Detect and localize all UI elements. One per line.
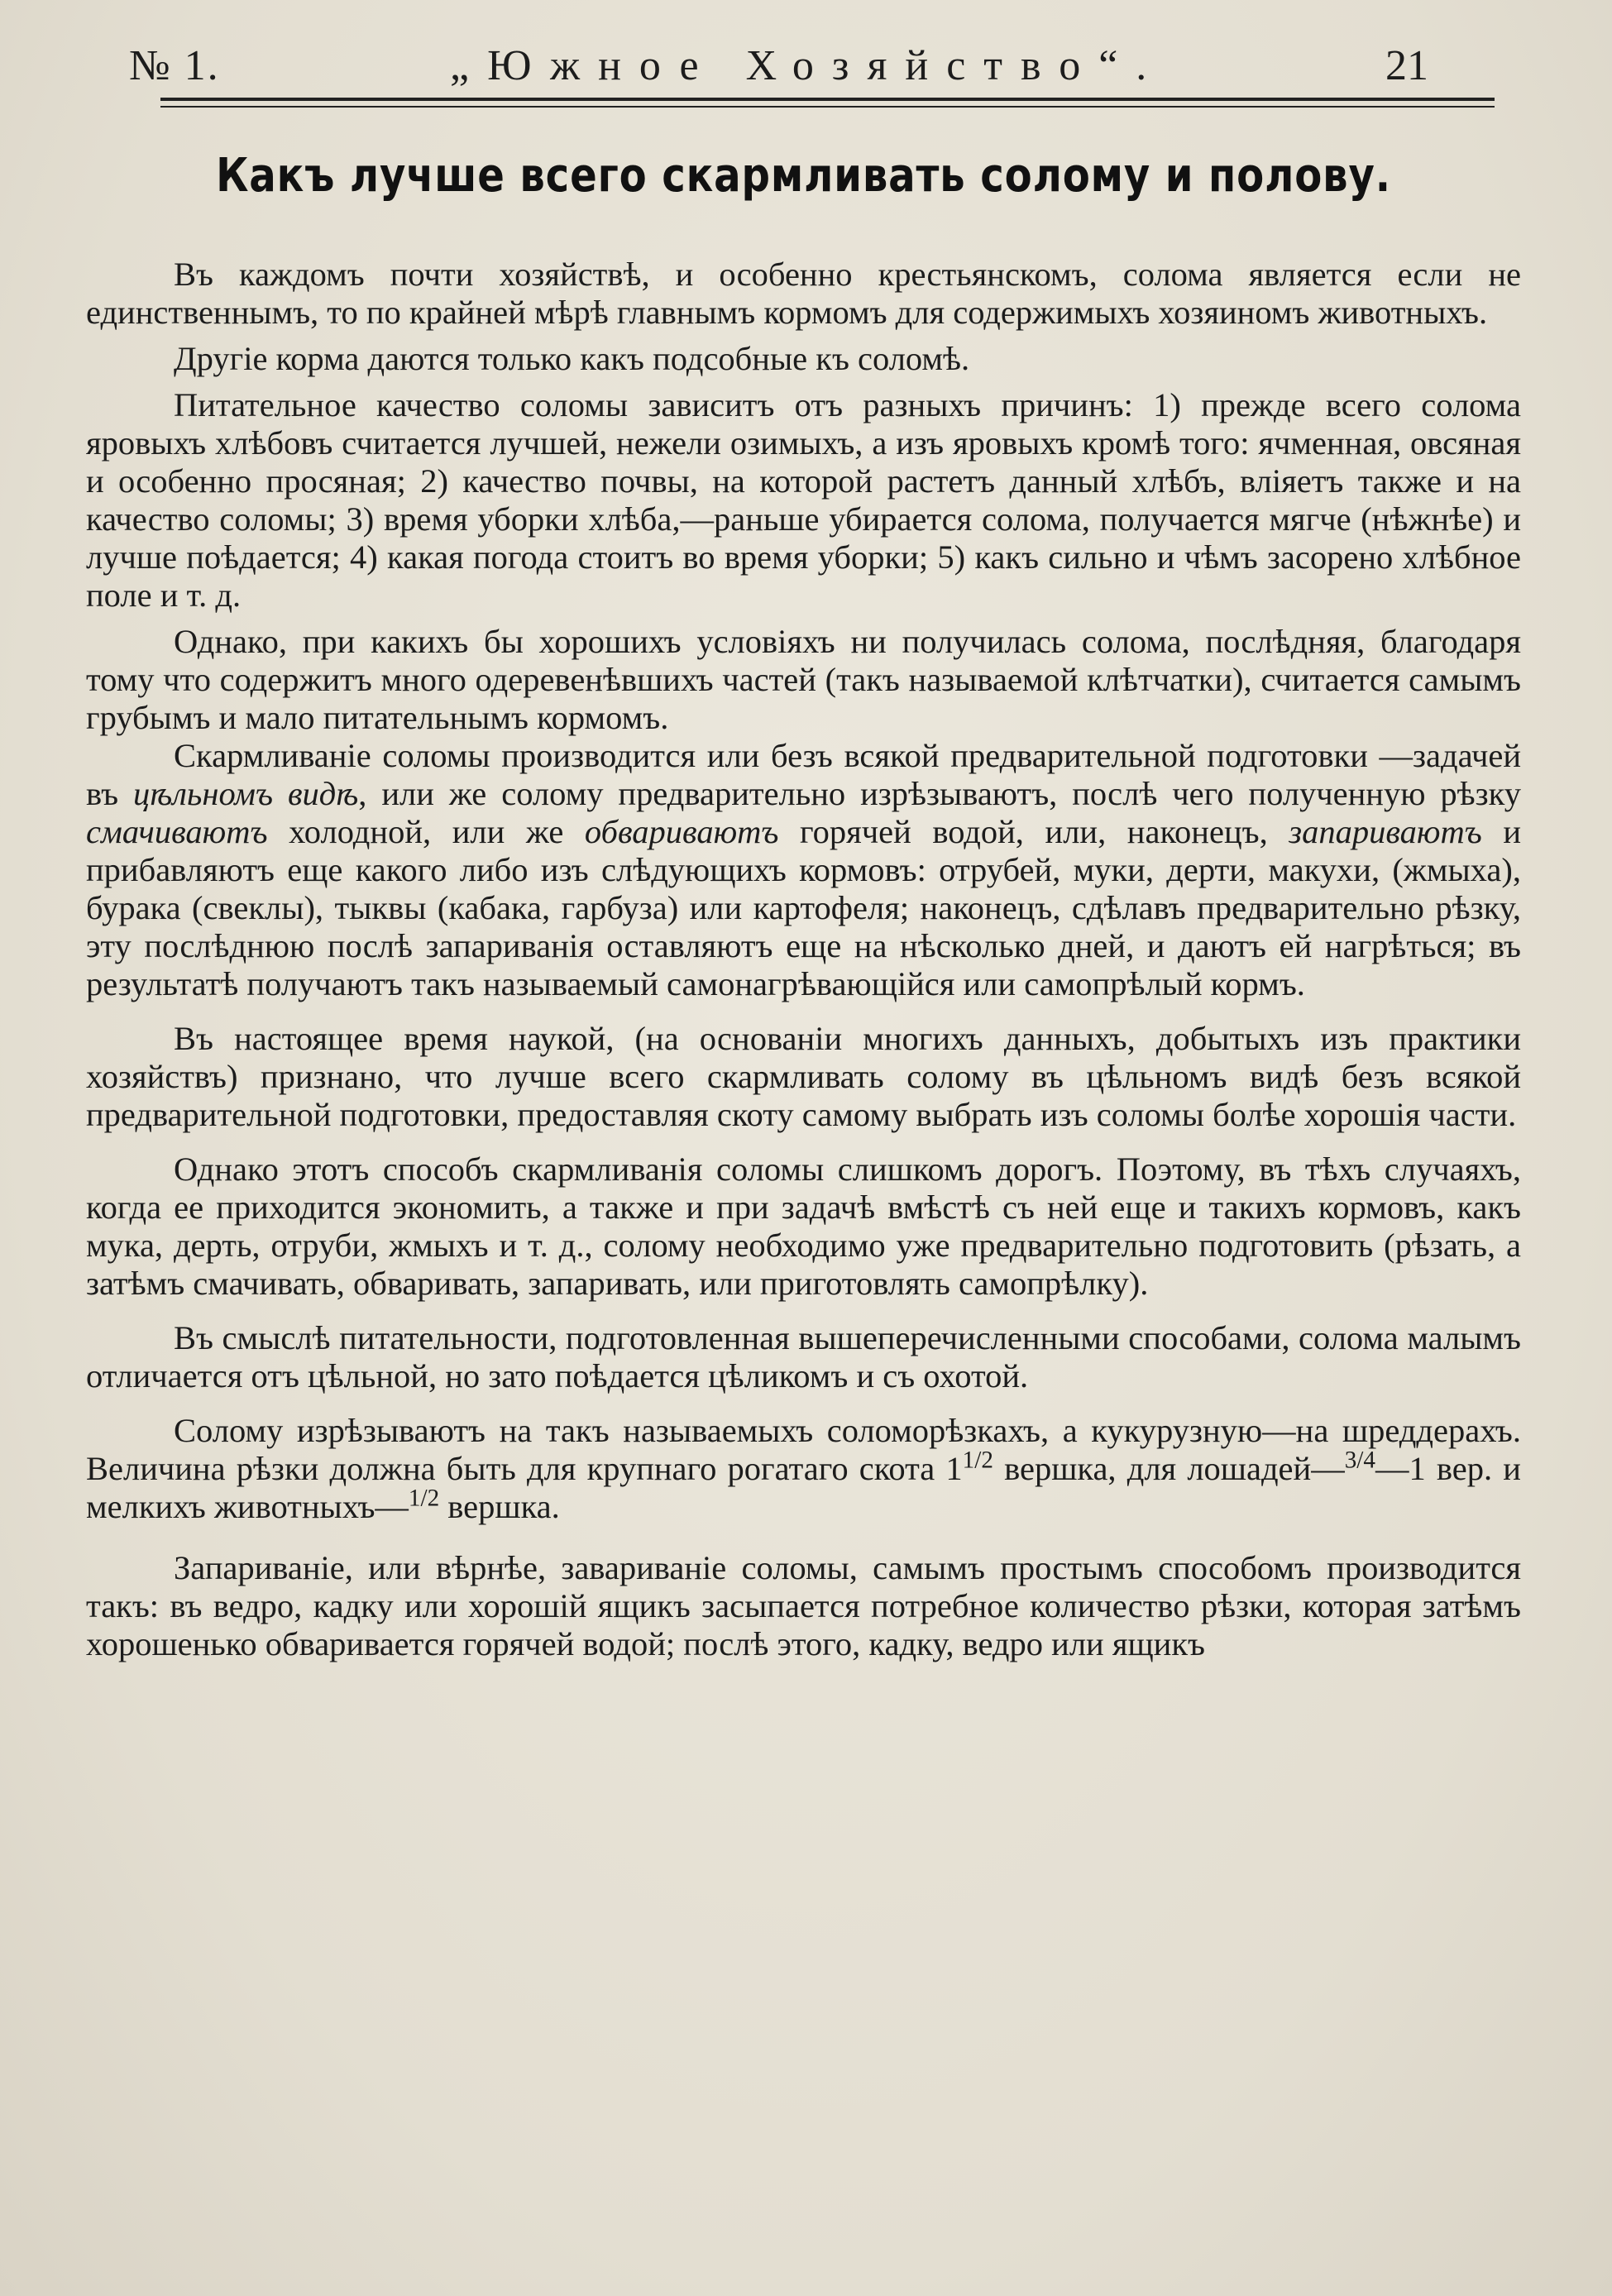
- paragraph: Другiе корма даются только какъ подсобные къ соломѣ.: [174, 340, 970, 377]
- header-rule-thin: [160, 106, 1495, 108]
- paragraph: Однако этотъ способъ скармливанiя соломы слишкомъ дорогъ. Поэтому, въ тѣхъ случаяхъ, когда ее приходится экономить, а также и при задачѣ вмѣстѣ съ ней еще и такихъ кормовъ, какъ мука, дерть, отруби, жмыхъ и т. д., солому необходимо уже предварительно подготовить (рѣзать, а затѣмъ смачивать, обваривать, запаривать, или приготовлять самопрѣлку).: [86, 1150, 1521, 1302]
- fraction: 1/2: [962, 1447, 993, 1474]
- paragraph: Питательное качество соломы зависитъ отъ разныхъ причинъ: 1) прежде всего солома яровыхъ хлѣбовъ считается лучшей, нежели озимыхъ, а изъ яровыхъ кромѣ того: ячменная, овсяная и особенно просяная; 2) качество почвы, на которой растетъ данный хлѣбъ, влiяетъ также и на качество соломы; 3) время уборки хлѣба,—раньше убирается солома, получается мягче (нѣжнѣе) и лучше поѣдается; 4) какая погода стоитъ во время уборки; 5) какъ сильно и чѣмъ засорено хлѣбное поле и т. д.: [86, 386, 1521, 614]
- italic-term: цѣльномъ видѣ: [133, 775, 359, 812]
- article-body: [86, 256, 1521, 1663]
- running-head: [86, 0, 1521, 98]
- paragraph: Въ каждомъ почти хозяйствѣ, и особенно крестьянскомъ, солома является если не единственнымъ, то по крайней мѣрѣ главнымъ кормомъ для содержимыхъ хозяиномъ животныхъ.: [86, 256, 1521, 331]
- italic-term: смачиваютъ: [86, 813, 268, 850]
- page-number: 21: [1385, 42, 1428, 89]
- article-title: Какъ лучше всего скармливать солому и полову.: [216, 149, 1391, 203]
- paragraph: Однако, при какихъ бы хорошихъ условiяхъ ни получилась солома, послѣдняя, благодаря тому что содержитъ много одеревенѣвшихъ частей (такъ называемой клѣтчатки), считается самымъ грубымъ и мало питательнымъ кормомъ.: [86, 623, 1521, 736]
- fraction: 1/2: [408, 1485, 440, 1512]
- paragraph: Въ настоящее время наукой, (на основанiи многихъ данныхъ, добытыхъ изъ практики хозяйствъ) признано, что лучше всего скармливать солому въ цѣльномъ видѣ безъ всякой предварительной подготовки, предоставляя скоту самому выбрать изъ соломы болѣе хорошiя части.: [86, 1020, 1521, 1133]
- paragraph-feeding-methods: Скармливанiе соломы производится или безъ всякой предварительной подготовки —задачей въ цѣльномъ видѣ, или же солому предварительно изрѣзываютъ, послѣ чего полученную рѣзку смачиваютъ холодной, или же обвариваютъ горячей водой, или, наконецъ, запариваютъ и прибавляютъ еще какого либо изъ слѣдующихъ кормовъ: отрубей, муки, дерти, макухи, (жмыха), бурака (свеклы), тыквы (кабака, гарбуза) или картофеля; наконецъ, сдѣлавъ предварительно рѣзку, эту послѣднюю послѣ запариванiя оставляютъ еще на нѣсколько дней, и даютъ ей нагрѣться; въ результатѣ получаютъ такъ называемый самонагрѣвающiйся или самопрѣлый кормъ.: [86, 737, 1521, 1002]
- paragraph-steaming: Запариванiе, или вѣрнѣе, завариванiе соломы, самымъ простымъ способомъ производится такъ: въ ведро, кадку или хорошiй ящикъ засыпается потребное количество рѣзки, которая затѣмъ хорошенько обваривается горячей водой; послѣ этого, кадку, ведро или ящикъ: [86, 1549, 1521, 1662]
- paragraph-cutting: Солому изрѣзываютъ на такъ называемыхъ соломорѣзкахъ, а кукурузную—на шреддерахъ. Величина рѣзки должна быть для крупнаго рогатаго скота $1^{1/2}$ вершка, для лошадей—$^{3/4}$—1 вер. и мелкихъ животныхъ—$^{1/2}$ вершка.: [86, 1412, 1521, 1525]
- header-rule-thick: [160, 98, 1495, 101]
- issue-number: № 1.: [129, 42, 220, 89]
- italic-term: обвариваютъ: [584, 813, 779, 850]
- paragraph: Въ смыслѣ питательности, подготовленная вышеперечисленными способами, солома малымъ отличается отъ цѣльной, но зато поѣдается цѣликомъ и съ охотой.: [86, 1319, 1521, 1394]
- fraction: 3/4: [1344, 1447, 1375, 1474]
- italic-term: запариваютъ: [1289, 813, 1482, 850]
- journal-title: „Южное Хозяйство“.: [450, 42, 1165, 89]
